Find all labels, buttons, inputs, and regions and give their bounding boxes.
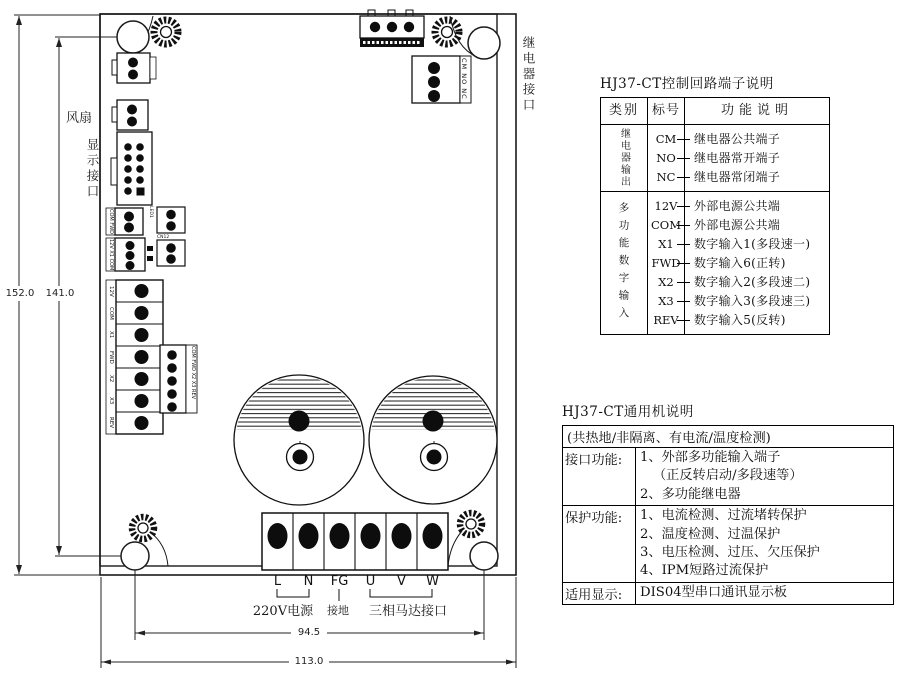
function-line: 1、外部多功能输入端子 [640, 450, 781, 465]
terminal-code: CM [655, 132, 677, 146]
left-terminal-label: FWD [108, 350, 114, 364]
power-label: 220V电源 [252, 604, 314, 619]
terminal-code: 12V [654, 199, 678, 213]
terminal-description: 继电器常开端子 [685, 149, 829, 168]
terminal-description: 继电器公共端子 [685, 130, 829, 149]
table1-header-row [601, 98, 829, 125]
terminal-letter: L [273, 574, 282, 589]
function-line: 3、电压检测、过压、欠压保护 [640, 545, 820, 561]
terminal-description: 数字输入1(多段速一) [685, 235, 829, 254]
table1-grid [600, 97, 830, 335]
dim-inner-width: 94.5 [297, 627, 321, 638]
terminal-description: 外部电源公共端 [685, 216, 829, 235]
led1-micro-label: LED1 [148, 206, 153, 218]
aux5-micro-label: COM FWD X2 X3 REV [190, 346, 196, 400]
function-line: （正反转启动/多段速等） [653, 468, 803, 484]
terminal-code: COM [650, 218, 681, 232]
terminal-letter: FG [330, 574, 349, 589]
ground-label: 接地 [327, 604, 349, 617]
terminal-description: 外部电源公共端 [685, 197, 829, 216]
terminal-letter: V [397, 574, 406, 589]
table2-title: HJ37-CT通用机说明 [562, 404, 694, 420]
terminal-code: FWD [651, 256, 681, 270]
power-terminal-block [262, 513, 448, 570]
aux-2pin-connector [112, 100, 148, 130]
table1-title: HJ37-CT控制回路端子说明 [600, 76, 774, 92]
left-terminal-label: X2 [108, 375, 114, 383]
dim-outer-width: 113.0 [294, 656, 324, 667]
protection-functions-row [563, 505, 893, 582]
bottom-terminal-letters [262, 574, 448, 589]
function-line: 2、温度检测、过温保护 [640, 526, 781, 542]
header-function: 功能说明 [720, 103, 793, 118]
terminal-letter: N [303, 574, 314, 589]
terminal-description: 继电器常闭端子 [685, 168, 829, 187]
display-port-label: 显示接口 [85, 138, 100, 200]
terminal-description: 数字输入5(反转) [685, 311, 829, 330]
function-line: 1、电流检测、过流堵转保护 [640, 508, 807, 524]
screw-bottom-left [132, 517, 154, 539]
digital-input-group [601, 191, 829, 334]
left-terminal-label: X3 [108, 397, 114, 405]
row-label: 适用显示: [563, 583, 636, 604]
display-connector [111, 132, 152, 205]
fan-label: 风扇 [66, 111, 93, 126]
dim-inner-height: 141.0 [45, 288, 75, 299]
function-line: DIS04型串口通讯显示板 [640, 584, 788, 600]
function-line: 2、多功能继电器 [640, 486, 741, 502]
fan-connector [112, 53, 156, 83]
relay-output-group [601, 125, 829, 191]
cn12-micro-label: CN12 [157, 235, 170, 240]
table2-subtitle: (共热地/非隔离、有电流/温度检测) [563, 426, 893, 448]
cn12-connector [147, 240, 185, 266]
aux3-micro-label: 12V X1 COM [108, 239, 114, 271]
group-category: 多功能数字输入 [617, 201, 630, 325]
led-connector [157, 207, 185, 233]
terminal-code: X1 [658, 237, 674, 251]
terminal-code: REV [653, 313, 679, 327]
screw-bottom-right [460, 513, 482, 535]
header-code: 标号 [648, 98, 685, 124]
screw-top-right [435, 20, 459, 44]
terminal-description: 数字输入2(多段速二) [685, 273, 829, 292]
capacitor-right [369, 376, 497, 504]
row-label: 接口功能: [563, 448, 636, 505]
row-label: 保护功能: [563, 506, 636, 582]
top-connector [360, 10, 424, 47]
function-line: 4、IPM短路过流保护 [640, 563, 769, 579]
relay-terminal-codes: CM NO NC [460, 58, 468, 100]
interface-functions-row [563, 448, 893, 505]
terminal-code: NO [656, 151, 676, 165]
relay-port-label: 继电器接口 [521, 36, 536, 114]
terminal-description: 数字输入6(正转) [685, 254, 829, 273]
display-row [563, 582, 893, 604]
left-terminal-label: X1 [108, 331, 114, 339]
general-description-table [562, 400, 894, 605]
com-fwd-micro-label: COM FWD [108, 209, 114, 234]
terminal-code: X3 [658, 294, 674, 308]
left-terminal-label: 12V [108, 285, 114, 297]
dim-outer-height: 152.0 [5, 288, 35, 299]
terminal-letter: W [426, 574, 439, 589]
group-category: 继电器输出 [618, 128, 630, 188]
motor-label: 三相马达接口 [368, 604, 447, 619]
terminal-code: X2 [658, 275, 674, 289]
terminal-letter: U [365, 574, 376, 589]
header-category: 类别 [601, 98, 648, 124]
control-terminal-table [600, 72, 830, 335]
terminal-description: 数字输入3(多段速三) [685, 292, 829, 311]
table2-grid [562, 425, 894, 605]
screw-top-left [154, 20, 178, 44]
terminal-code: NC [656, 170, 676, 184]
left-terminal-label: COM [108, 306, 114, 320]
left-terminal-label: REV [108, 417, 114, 429]
capacitor-left [234, 375, 364, 505]
